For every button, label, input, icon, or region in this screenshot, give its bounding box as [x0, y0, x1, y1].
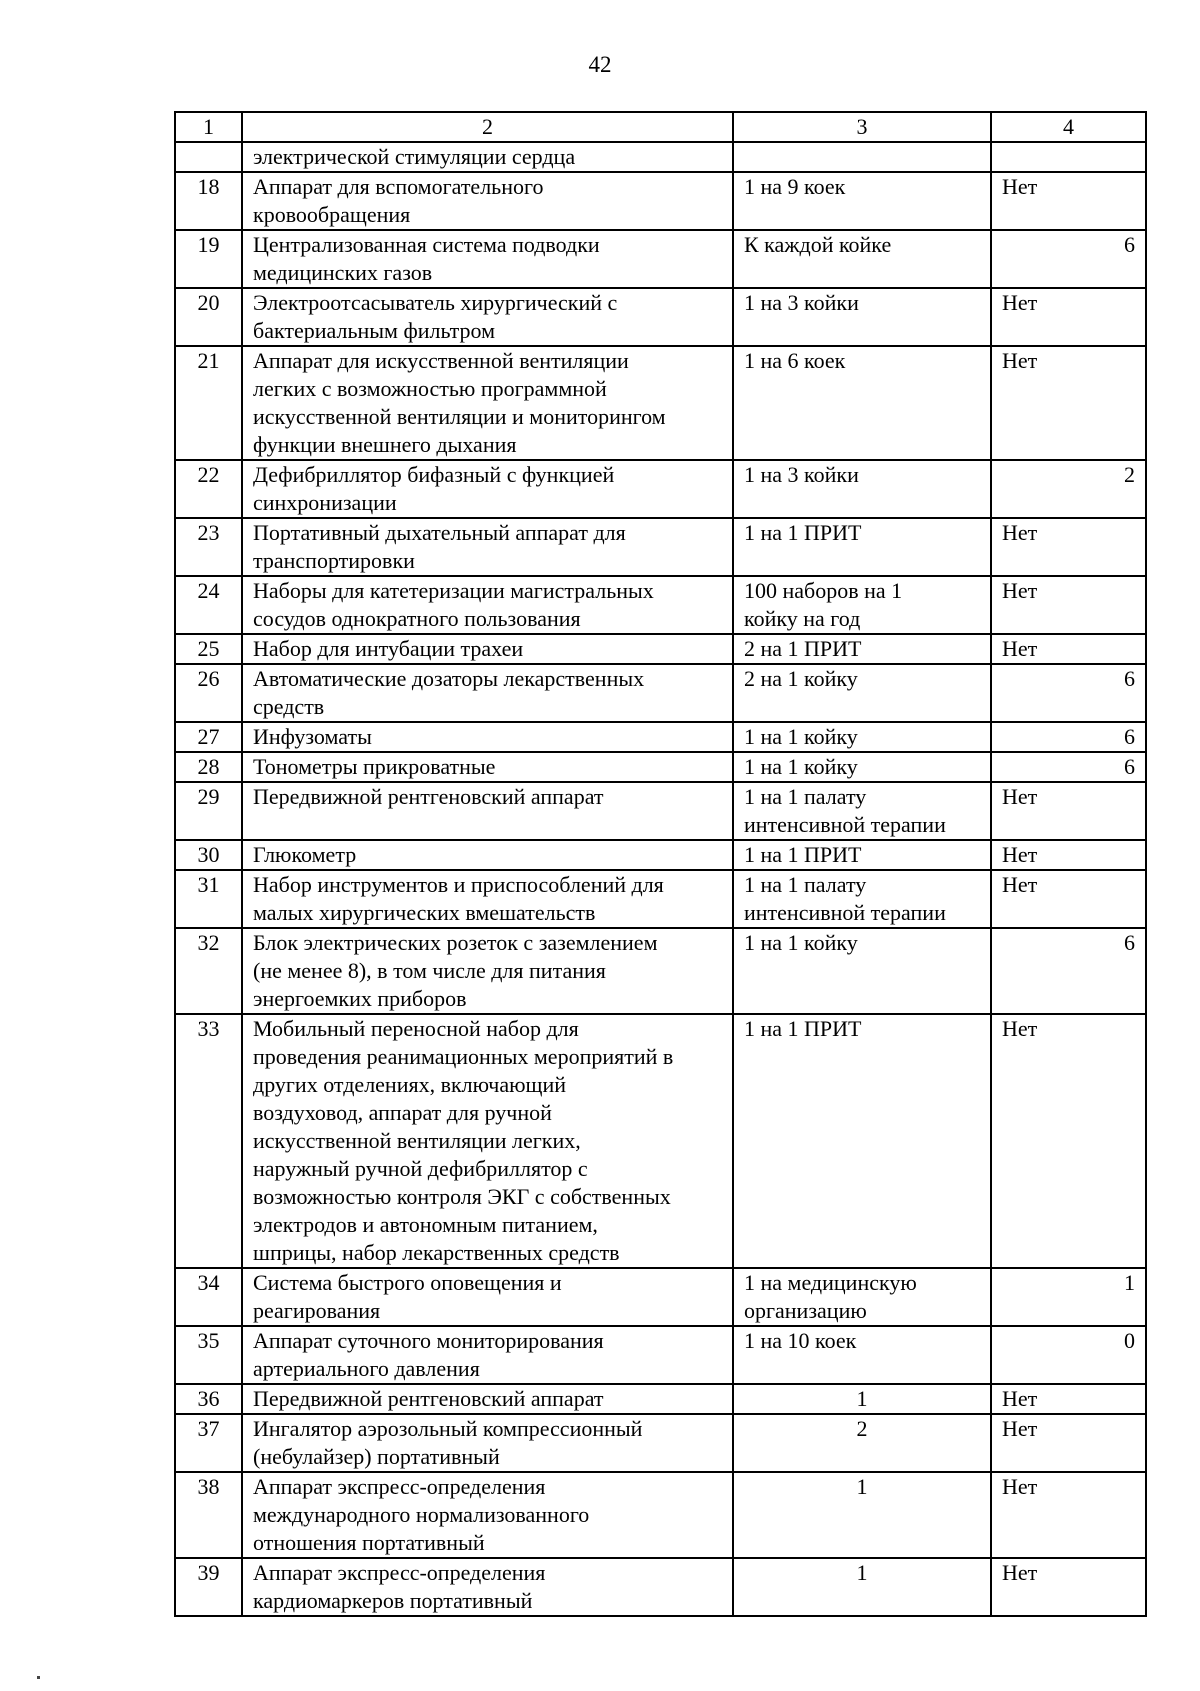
scan-speck	[37, 1676, 40, 1679]
table-row	[175, 142, 1146, 172]
row-number: 34	[175, 1268, 242, 1326]
equipment-name: Аппарат для вспомогательного кровообращения	[242, 172, 733, 230]
table-row	[175, 346, 1146, 460]
equipment-name: Набор для интубации трахеи	[242, 634, 733, 664]
equipment-name: Передвижной рентгеновский аппарат	[242, 782, 733, 840]
equipment-name: Наборы для катетеризации магистральных сосудов однократного пользования	[242, 576, 733, 634]
available-quantity: 0	[991, 1326, 1146, 1384]
required-quantity: 1	[733, 1558, 991, 1616]
row-number: 35	[175, 1326, 242, 1384]
table-row	[175, 664, 1146, 722]
row-number: 27	[175, 722, 242, 752]
row-number: 24	[175, 576, 242, 634]
table-header-row	[175, 112, 1146, 142]
row-number: 33	[175, 1014, 242, 1268]
table-row	[175, 722, 1146, 752]
header-col-2: 2	[242, 112, 733, 142]
available-quantity: Нет	[991, 782, 1146, 840]
equipment-name: Мобильный переносной набор для проведения реанимационных мероприятий в других отделениях, включающий воздуховод, аппарат для ручной искусственной вентиляции легких, наружный ручной дефибриллятор с возможностью контроля ЭКГ с собственных электродов и автономным питанием, шприцы, набор лекарственных средств	[242, 1014, 733, 1268]
required-quantity: 2	[733, 1414, 991, 1472]
table-row	[175, 1384, 1146, 1414]
equipment-table-body	[175, 112, 1146, 1616]
available-quantity: Нет	[991, 870, 1146, 928]
available-quantity: Нет	[991, 840, 1146, 870]
available-quantity	[991, 142, 1146, 172]
available-quantity: 6	[991, 928, 1146, 1014]
required-quantity: 1 на 1 койку	[733, 722, 991, 752]
available-quantity: Нет	[991, 172, 1146, 230]
available-quantity: Нет	[991, 1472, 1146, 1558]
available-quantity: 6	[991, 664, 1146, 722]
table-row	[175, 752, 1146, 782]
page-number: 42	[588, 52, 612, 77]
required-quantity: 1 на 3 койки	[733, 288, 991, 346]
header-col-1: 1	[175, 112, 242, 142]
equipment-name: Автоматические дозаторы лекарственных средств	[242, 664, 733, 722]
table-row	[175, 230, 1146, 288]
row-number: 32	[175, 928, 242, 1014]
equipment-name: Дефибриллятор бифазный с функцией синхронизации	[242, 460, 733, 518]
required-quantity: 2 на 1 ПРИТ	[733, 634, 991, 664]
equipment-name: Централизованная система подводки медицинских газов	[242, 230, 733, 288]
available-quantity: 6	[991, 230, 1146, 288]
required-quantity: 1 на 1 ПРИТ	[733, 840, 991, 870]
available-quantity: Нет	[991, 1384, 1146, 1414]
available-quantity: Нет	[991, 634, 1146, 664]
equipment-name: электрической стимуляции сердца	[242, 142, 733, 172]
row-number: 23	[175, 518, 242, 576]
equipment-name: Аппарат экспресс-определения международного нормализованного отношения портативный	[242, 1472, 733, 1558]
equipment-name: Система быстрого оповещения и реагирования	[242, 1268, 733, 1326]
equipment-name: Электроотсасыватель хирургический с бактериальным фильтром	[242, 288, 733, 346]
row-number: 38	[175, 1472, 242, 1558]
required-quantity: 1 на 6 коек	[733, 346, 991, 460]
equipment-name: Портативный дыхательный аппарат для транспортировки	[242, 518, 733, 576]
row-number	[175, 142, 242, 172]
available-quantity: Нет	[991, 1014, 1146, 1268]
table-row	[175, 870, 1146, 928]
table-row	[175, 840, 1146, 870]
row-number: 20	[175, 288, 242, 346]
available-quantity: Нет	[991, 518, 1146, 576]
required-quantity: 1 на 1 палату интенсивной терапии	[733, 782, 991, 840]
equipment-name: Глюкометр	[242, 840, 733, 870]
required-quantity: 1 на 1 палату интенсивной терапии	[733, 870, 991, 928]
required-quantity: 1 на 9 коек	[733, 172, 991, 230]
equipment-table	[174, 111, 1147, 1617]
equipment-name: Ингалятор аэрозольный компрессионный (небулайзер) портативный	[242, 1414, 733, 1472]
row-number: 37	[175, 1414, 242, 1472]
row-number: 31	[175, 870, 242, 928]
available-quantity: 1	[991, 1268, 1146, 1326]
required-quantity: 100 наборов на 1 койку на год	[733, 576, 991, 634]
row-number: 22	[175, 460, 242, 518]
available-quantity: 6	[991, 722, 1146, 752]
table-row	[175, 460, 1146, 518]
table-row	[175, 928, 1146, 1014]
available-quantity: Нет	[991, 1558, 1146, 1616]
table-row	[175, 782, 1146, 840]
required-quantity: 1 на 1 ПРИТ	[733, 1014, 991, 1268]
required-quantity: 1 на 1 койку	[733, 752, 991, 782]
row-number: 39	[175, 1558, 242, 1616]
required-quantity	[733, 142, 991, 172]
table-row	[175, 576, 1146, 634]
required-quantity: 1 на 1 ПРИТ	[733, 518, 991, 576]
table-row	[175, 518, 1146, 576]
available-quantity: Нет	[991, 288, 1146, 346]
required-quantity: 1	[733, 1384, 991, 1414]
row-number: 18	[175, 172, 242, 230]
table-row	[175, 1414, 1146, 1472]
equipment-name: Набор инструментов и приспособлений для малых хирургических вмешательств	[242, 870, 733, 928]
row-number: 30	[175, 840, 242, 870]
table-row	[175, 172, 1146, 230]
available-quantity: Нет	[991, 576, 1146, 634]
row-number: 29	[175, 782, 242, 840]
table-row	[175, 288, 1146, 346]
row-number: 19	[175, 230, 242, 288]
equipment-name: Блок электрических розеток с заземлением (не менее 8), в том числе для питания энергоемких приборов	[242, 928, 733, 1014]
available-quantity: Нет	[991, 346, 1146, 460]
required-quantity: 1 на медицинскую организацию	[733, 1268, 991, 1326]
table-row	[175, 1558, 1146, 1616]
table-row	[175, 1326, 1146, 1384]
required-quantity: 2 на 1 койку	[733, 664, 991, 722]
required-quantity: 1 на 1 койку	[733, 928, 991, 1014]
equipment-name: Инфузоматы	[242, 722, 733, 752]
required-quantity: 1 на 3 койки	[733, 460, 991, 518]
row-number: 26	[175, 664, 242, 722]
row-number: 36	[175, 1384, 242, 1414]
equipment-name: Передвижной рентгеновский аппарат	[242, 1384, 733, 1414]
row-number: 28	[175, 752, 242, 782]
equipment-name: Аппарат экспресс-определения кардиомаркеров портативный	[242, 1558, 733, 1616]
required-quantity: 1	[733, 1472, 991, 1558]
table-row	[175, 634, 1146, 664]
available-quantity: 2	[991, 460, 1146, 518]
table-row	[175, 1014, 1146, 1268]
header-col-4: 4	[991, 112, 1146, 142]
row-number: 25	[175, 634, 242, 664]
equipment-name: Аппарат суточного мониторирования артериального давления	[242, 1326, 733, 1384]
header-col-3: 3	[733, 112, 991, 142]
equipment-name: Аппарат для искусственной вентиляции легких с возможностью программной искусственной вентиляции и мониторингом функции внешнего дыхания	[242, 346, 733, 460]
equipment-name: Тонометры прикроватные	[242, 752, 733, 782]
table-row	[175, 1472, 1146, 1558]
row-number: 21	[175, 346, 242, 460]
required-quantity: 1 на 10 коек	[733, 1326, 991, 1384]
required-quantity: К каждой койке	[733, 230, 991, 288]
available-quantity: Нет	[991, 1414, 1146, 1472]
table-row	[175, 1268, 1146, 1326]
available-quantity: 6	[991, 752, 1146, 782]
